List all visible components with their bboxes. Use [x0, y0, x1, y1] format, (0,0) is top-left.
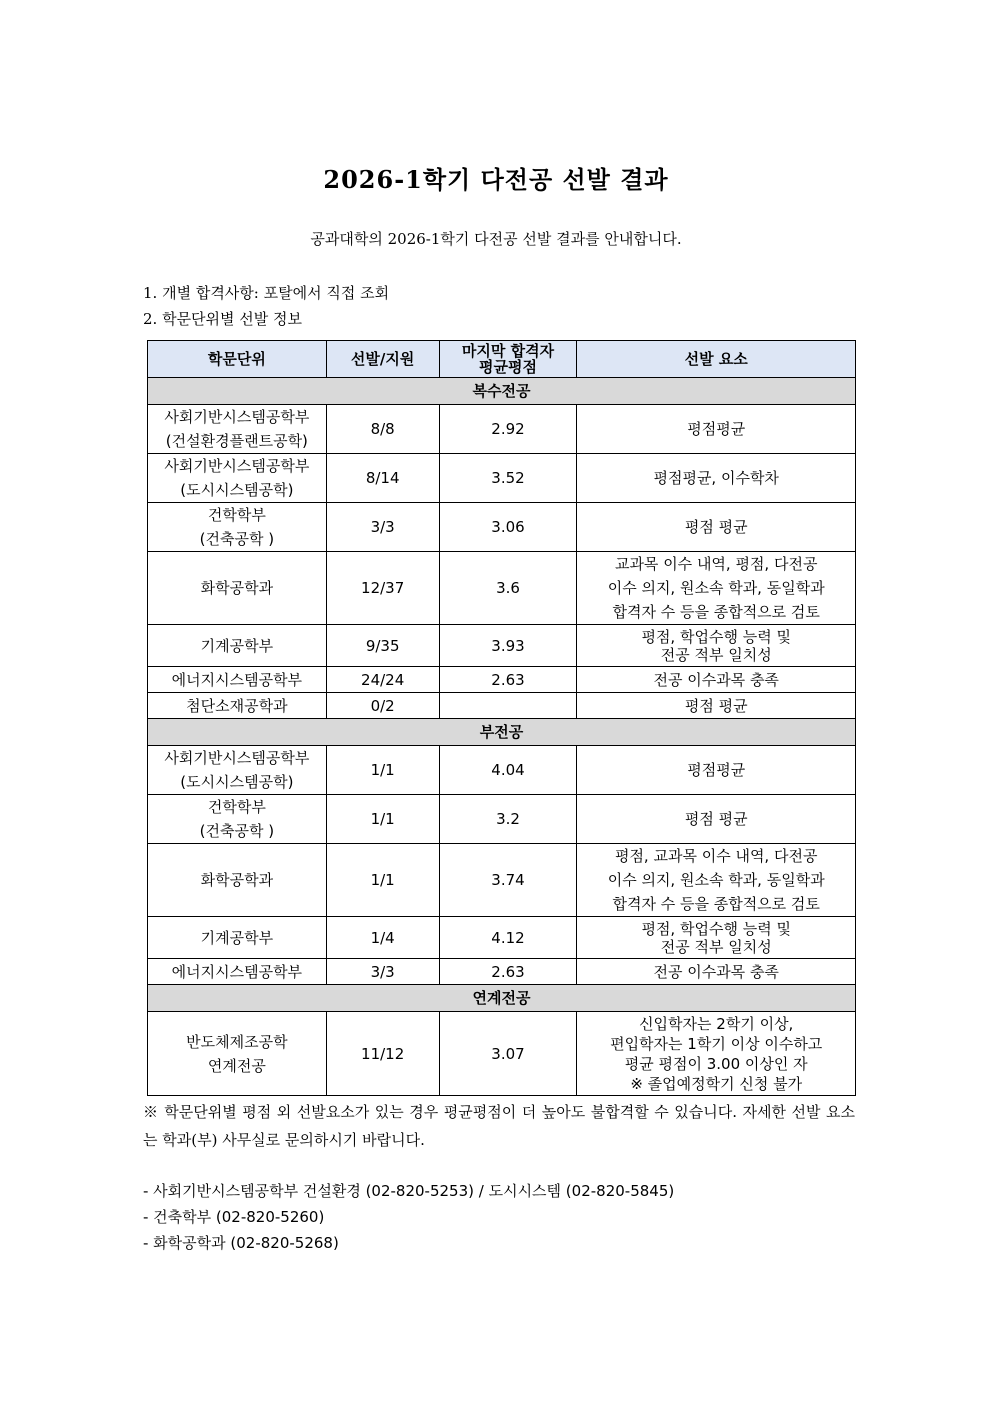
- gpa-cell: 2.92: [439, 405, 577, 454]
- contact-list: [143, 1178, 674, 1256]
- section-title: 복수전공: [148, 378, 856, 405]
- unit-cell-line: 사회기반시스템공학부: [164, 457, 310, 475]
- criteria-cell-line: 교과목 이수 내역, 평점, 다전공: [614, 555, 818, 573]
- unit-cell: [148, 625, 327, 667]
- criteria-cell-line: 합격자 수 등을 종합적으로 검토: [612, 603, 820, 621]
- gpa-cell: 3.74: [439, 844, 577, 917]
- unit-cell-line: 연계전공: [207, 1056, 266, 1075]
- unit-cell-line: (건설환경플랜트공학): [165, 432, 308, 450]
- gpa-cell: 3.2: [439, 795, 577, 844]
- table-row: [148, 959, 856, 985]
- ratio-cell: 1/4: [326, 917, 439, 959]
- criteria-cell-line: 평균 평점이 3.00 이상인 자: [624, 1054, 808, 1073]
- criteria-cell-line: 평점 평균: [684, 810, 748, 828]
- criteria-cell-line: 평점 평균: [684, 696, 748, 715]
- criteria-cell: [577, 844, 856, 917]
- unit-cell: [148, 844, 327, 917]
- criteria-cell: [577, 1012, 856, 1096]
- criteria-cell-line: 합격자 수 등을 종합적으로 검토: [612, 895, 820, 913]
- unit-cell: [148, 454, 327, 503]
- table-row: [148, 552, 856, 625]
- table-row: [148, 844, 856, 917]
- criteria-cell: [577, 503, 856, 552]
- unit-cell-line: (도시시스템공학): [180, 773, 294, 791]
- unit-cell-line: 화학공학과: [200, 579, 274, 597]
- unit-cell: [148, 503, 327, 552]
- criteria-cell-line: 평점평균: [687, 420, 746, 438]
- criteria-cell-line: 평점평균, 이수학차: [653, 469, 779, 487]
- criteria-cell: [577, 405, 856, 454]
- criteria-cell: [577, 625, 856, 667]
- header-criteria: 선발 요소: [577, 341, 856, 378]
- section-row: [148, 985, 856, 1012]
- selection-table: [147, 340, 856, 1096]
- ratio-cell: 8/14: [326, 454, 439, 503]
- gpa-cell: 3.06: [439, 503, 577, 552]
- gpa-cell: 3.07: [439, 1012, 577, 1096]
- criteria-cell-line: 평점, 학업수행 능력 및: [641, 919, 791, 938]
- criteria-cell: [577, 693, 856, 719]
- page-title: 2026-1학기 다전공 선발 결과: [323, 165, 669, 194]
- unit-cell: [148, 405, 327, 454]
- table-row: [148, 625, 856, 667]
- table-row: [148, 1012, 856, 1096]
- criteria-cell-line: ※ 졸업예정학기 신청 불가: [630, 1074, 803, 1093]
- unit-cell-line: 사회기반시스템공학부: [164, 749, 310, 767]
- section-title: 연계전공: [148, 985, 856, 1012]
- intro-text: 공과대학의 2026-1학기 다전공 선발 결과를 안내합니다.: [310, 230, 682, 248]
- table-row: [148, 795, 856, 844]
- header-ratio: 선발/지원: [326, 341, 439, 378]
- gpa-cell: 3.52: [439, 454, 577, 503]
- section-row: [148, 719, 856, 746]
- gpa-cell: 4.04: [439, 746, 577, 795]
- gpa-cell: 2.63: [439, 959, 577, 985]
- list-item-1: 1. 개별 합격사항: 포탈에서 직접 조회: [143, 284, 390, 302]
- unit-cell-line: 에너지시스템공학부: [171, 962, 303, 981]
- unit-cell-line: 기계공학부: [200, 928, 274, 947]
- criteria-cell-line: 전공 적부 일치성: [660, 937, 772, 956]
- criteria-cell: [577, 454, 856, 503]
- footnote: ※ 학문단위별 평점 외 선발요소가 있는 경우 평균평점이 더 높아도 불합격할 수 있습니다. 자세한 선발 요소는 학과(부) 사무실로 문의하시기 바랍니다.: [143, 1103, 855, 1149]
- unit-cell-line: 첨단소재공학과: [186, 696, 288, 715]
- ratio-cell: 1/1: [326, 746, 439, 795]
- criteria-cell: [577, 552, 856, 625]
- ratio-cell: 9/35: [326, 625, 439, 667]
- unit-cell: [148, 746, 327, 795]
- list-item-2: 2. 학문단위별 선발 정보: [143, 310, 303, 328]
- unit-cell: [148, 1012, 327, 1096]
- table-row: [148, 693, 856, 719]
- criteria-cell: [577, 917, 856, 959]
- unit-cell-line: 에너지시스템공학부: [171, 670, 303, 689]
- header-unit: 학문단위: [148, 341, 327, 378]
- table-row: [148, 503, 856, 552]
- ratio-cell: 8/8: [326, 405, 439, 454]
- section-title: 부전공: [148, 719, 856, 746]
- ratio-cell: 1/1: [326, 844, 439, 917]
- ratio-cell: 12/37: [326, 552, 439, 625]
- unit-cell-line: 반도체제조공학: [186, 1032, 288, 1051]
- criteria-cell-line: 평점, 학업수행 능력 및: [641, 627, 791, 646]
- table-row: [148, 746, 856, 795]
- table-row: [148, 917, 856, 959]
- unit-cell: [148, 667, 327, 693]
- unit-cell-line: 화학공학과: [200, 871, 274, 889]
- gpa-cell: 3.93: [439, 625, 577, 667]
- unit-cell-line: 건학학부: [207, 798, 266, 816]
- criteria-cell-line: 평점, 교과목 이수 내역, 다전공: [614, 847, 818, 865]
- unit-cell-line: (건축공학 ): [199, 822, 275, 840]
- criteria-cell-line: 전공 적부 일치성: [660, 645, 772, 664]
- unit-cell-line: 건학학부: [207, 506, 266, 524]
- ratio-cell: 1/1: [326, 795, 439, 844]
- unit-cell: [148, 795, 327, 844]
- gpa-cell: 2.63: [439, 667, 577, 693]
- criteria-cell: [577, 959, 856, 985]
- criteria-cell-line: 신입학자는 2학기 이상,: [639, 1014, 794, 1033]
- ratio-cell: 11/12: [326, 1012, 439, 1096]
- ratio-cell: 3/3: [326, 959, 439, 985]
- criteria-cell: [577, 795, 856, 844]
- unit-cell-line: (건축공학 ): [199, 530, 275, 548]
- unit-cell-line: 사회기반시스템공학부: [164, 408, 310, 426]
- table-row: [148, 405, 856, 454]
- gpa-cell: 4.12: [439, 917, 577, 959]
- unit-cell-line: (도시시스템공학): [180, 481, 294, 499]
- criteria-cell: [577, 746, 856, 795]
- unit-cell: [148, 959, 327, 985]
- unit-cell-line: 기계공학부: [200, 636, 274, 655]
- table-header-row: [148, 341, 856, 378]
- criteria-cell: [577, 667, 856, 693]
- contact-item: - 사회기반시스템공학부 건설환경 (02-820-5253) / 도시시스템 (02-820-5845): [143, 1182, 675, 1200]
- section-row: [148, 378, 856, 405]
- criteria-cell-line: 이수 의지, 원소속 학과, 동일학과: [607, 579, 825, 597]
- ratio-cell: 3/3: [326, 503, 439, 552]
- criteria-cell-line: 전공 이수과목 충족: [653, 962, 779, 981]
- criteria-cell-line: 편입학자는 1학기 이상 이수하고: [610, 1034, 823, 1053]
- contact-item: - 건축학부 (02-820-5260): [143, 1208, 325, 1226]
- gpa-cell: [439, 693, 577, 719]
- unit-cell: [148, 552, 327, 625]
- criteria-cell-line: 평점평균: [687, 761, 746, 779]
- criteria-cell-line: 이수 의지, 원소속 학과, 동일학과: [607, 871, 825, 889]
- table-row: [148, 667, 856, 693]
- unit-cell: [148, 693, 327, 719]
- table-row: [148, 454, 856, 503]
- ratio-cell: 24/24: [326, 667, 439, 693]
- gpa-cell: 3.6: [439, 552, 577, 625]
- criteria-cell-line: 평점 평균: [684, 518, 748, 536]
- criteria-cell-line: 전공 이수과목 충족: [653, 670, 779, 689]
- unit-cell: [148, 917, 327, 959]
- header-gpa: 마지막 합격자 평균평점: [439, 341, 577, 378]
- ratio-cell: 0/2: [326, 693, 439, 719]
- contact-item: - 화학공학과 (02-820-5268): [143, 1234, 339, 1252]
